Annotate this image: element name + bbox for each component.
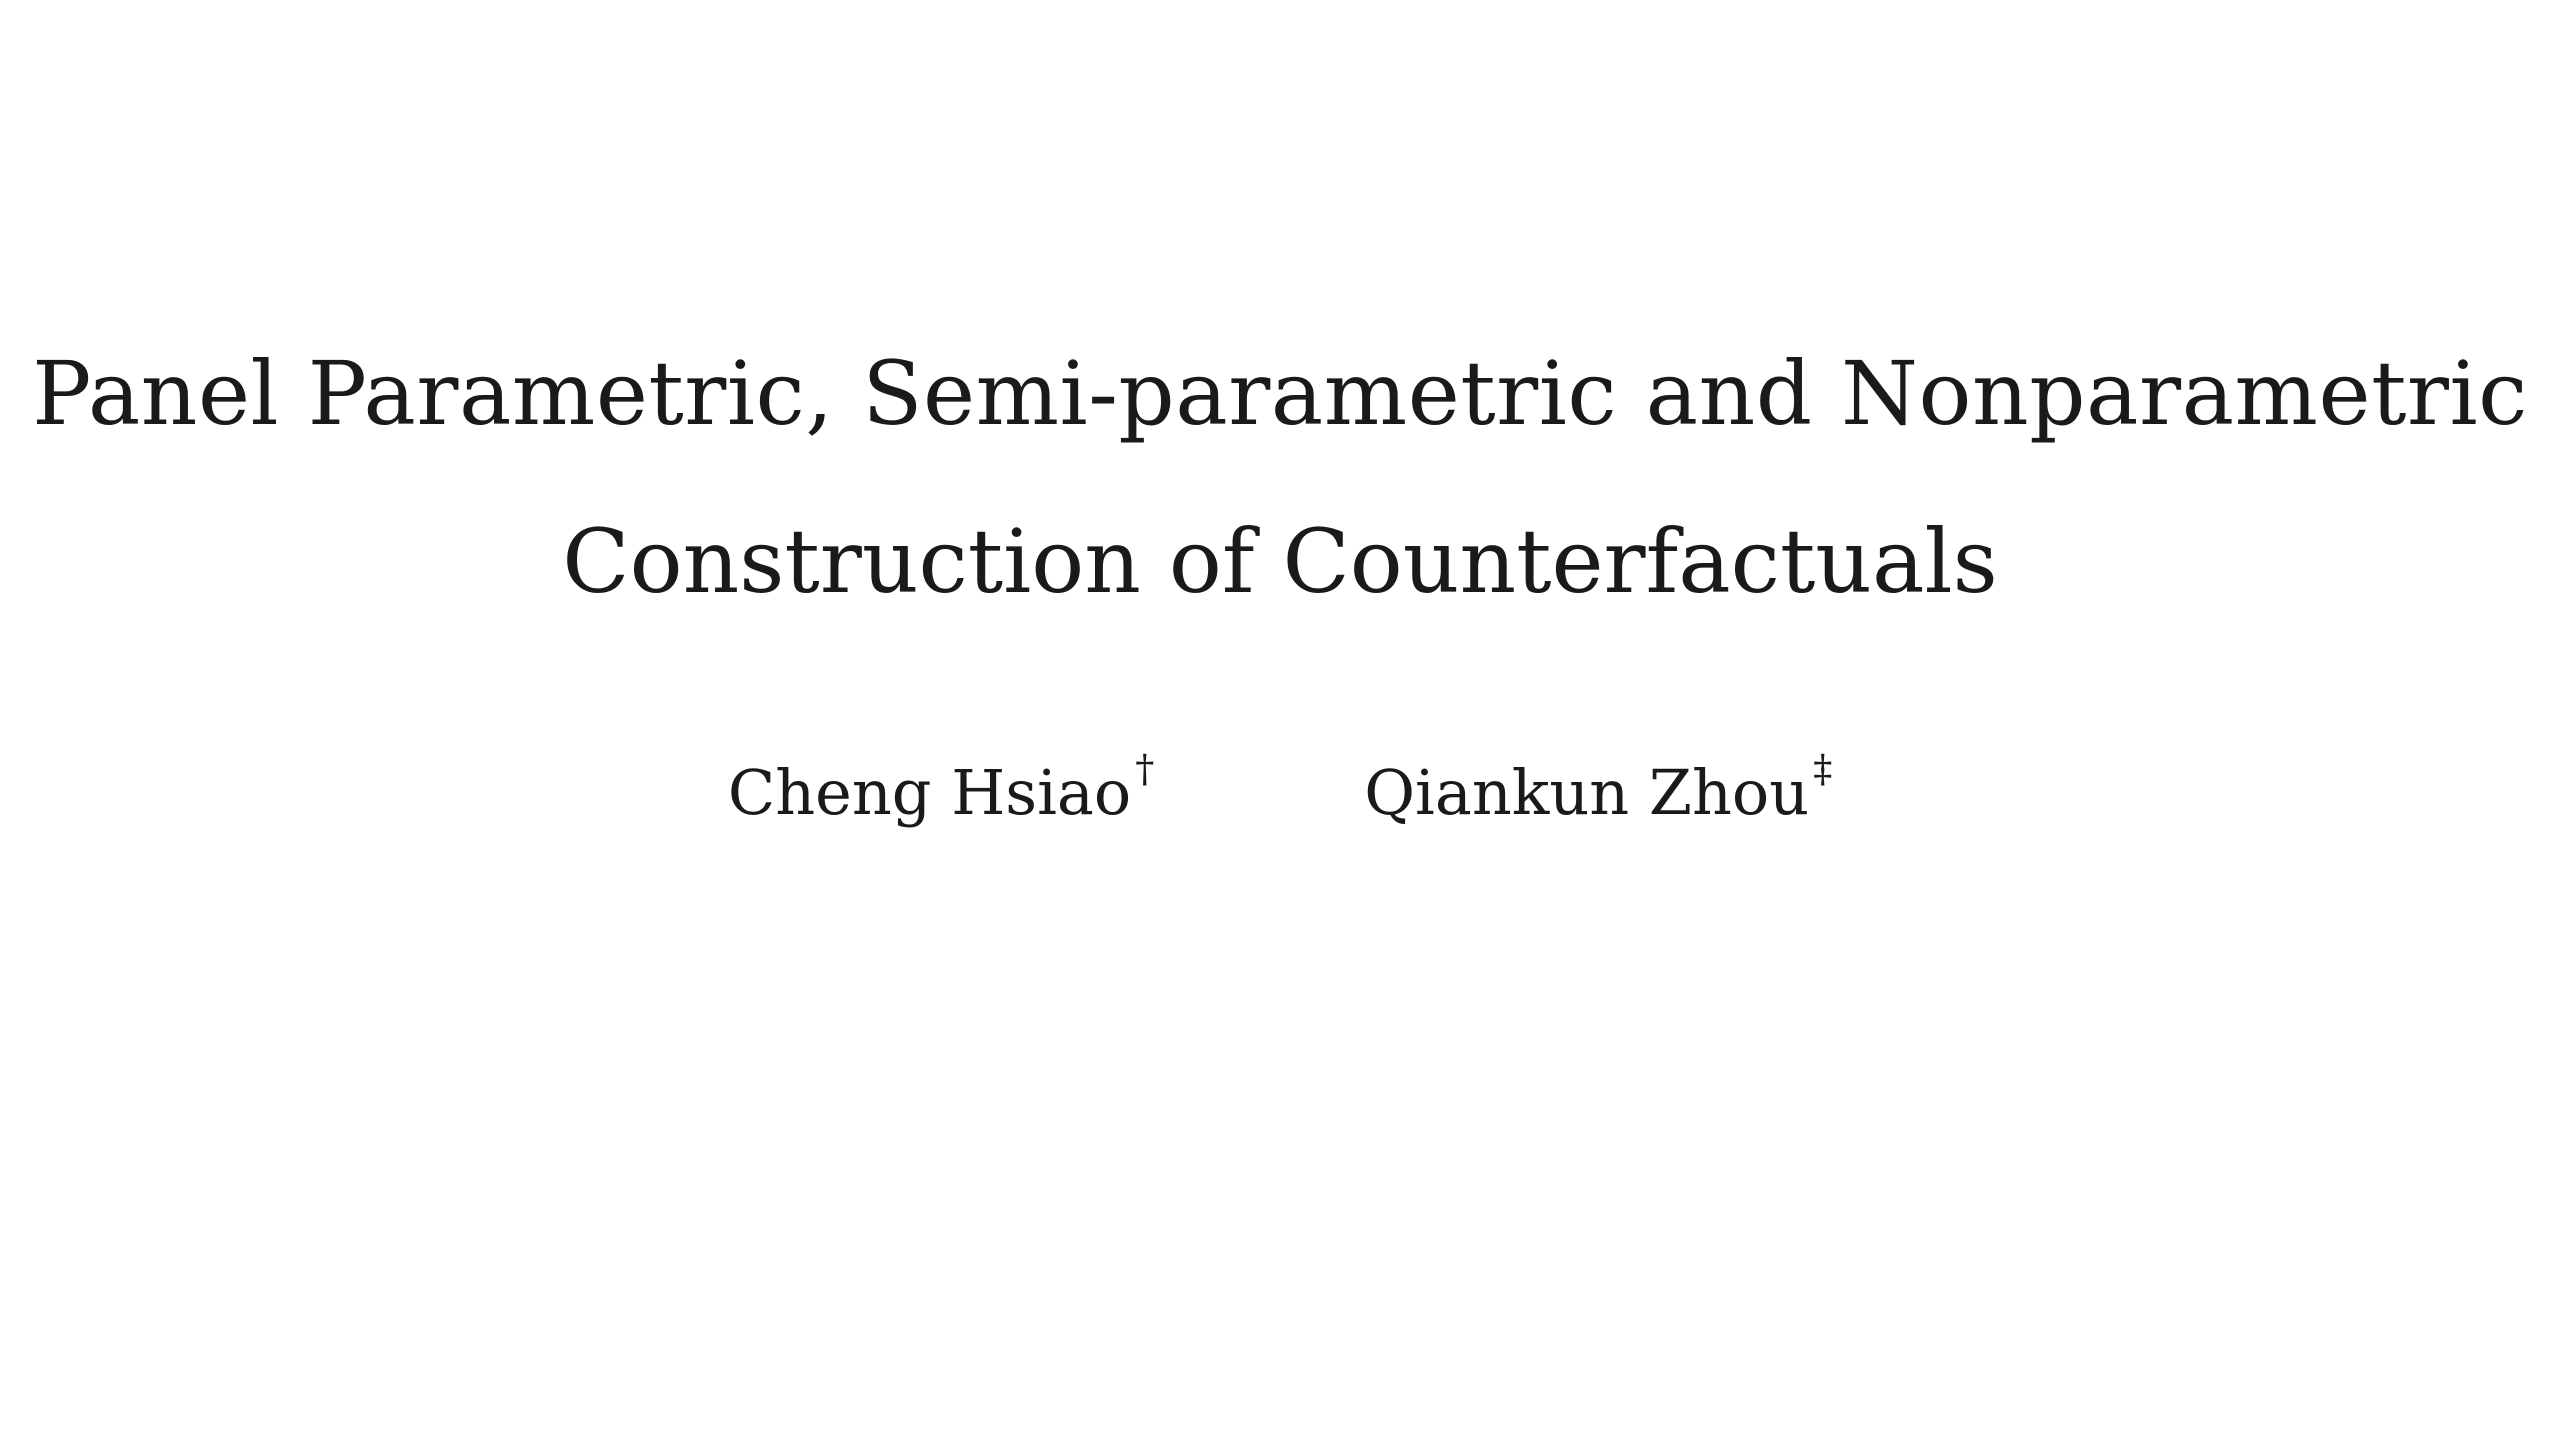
author-footnote-mark: † (1135, 747, 1155, 791)
author-footnote-mark: ‡ (1813, 747, 1833, 791)
author-list (0, 747, 2560, 829)
title-line-2: Construction of Counterfactuals (562, 510, 1998, 613)
paper-title (0, 342, 2560, 613)
title-line-1: Panel Parametric, Semi-parametric and Nonparametric (32, 342, 2528, 445)
author-cheng-hsiao (727, 747, 1155, 829)
author-name: Cheng Hsiao (727, 756, 1132, 829)
author-qiankun-zhou (1364, 747, 1833, 829)
author-name: Qiankun Zhou (1364, 756, 1810, 829)
